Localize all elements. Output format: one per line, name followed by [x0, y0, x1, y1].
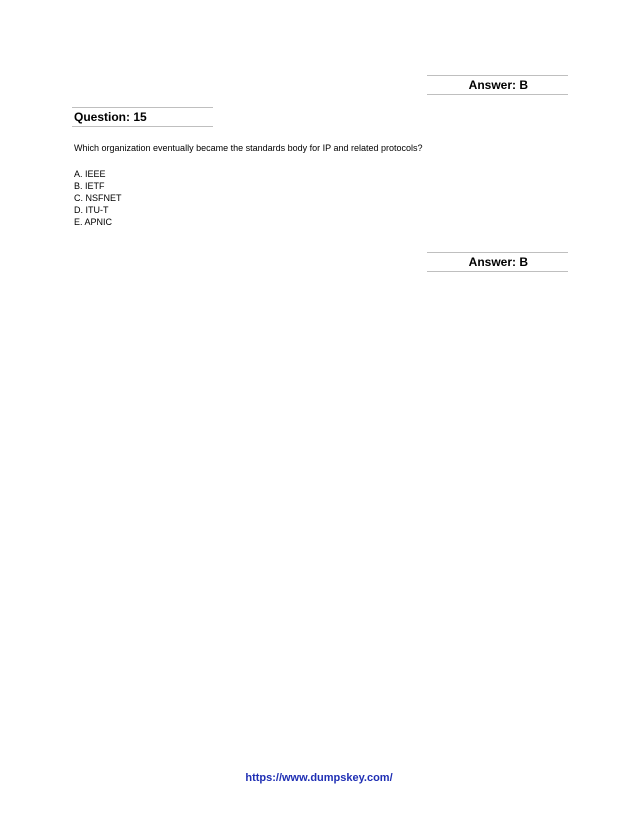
option-a: A. IEEE: [74, 169, 106, 179]
footer-link[interactable]: https://www.dumpskey.com/: [245, 772, 393, 784]
answer-options: [74, 168, 122, 228]
option-b: B. IETF: [74, 181, 105, 191]
question-label: Question: 15: [74, 110, 147, 124]
option-c: C. NSFNET: [74, 193, 122, 203]
option-d: D. ITU-T: [74, 205, 109, 215]
option-e: E. APNIC: [74, 217, 113, 227]
question-text: Which organization eventually became the standards body for IP and related protocols?: [74, 143, 423, 153]
answer-text: Answer: B: [468, 255, 528, 269]
question-header: [72, 107, 213, 127]
answer-box: [427, 252, 568, 272]
previous-answer-text: Answer: B: [468, 78, 528, 92]
previous-answer-box: [427, 75, 568, 95]
